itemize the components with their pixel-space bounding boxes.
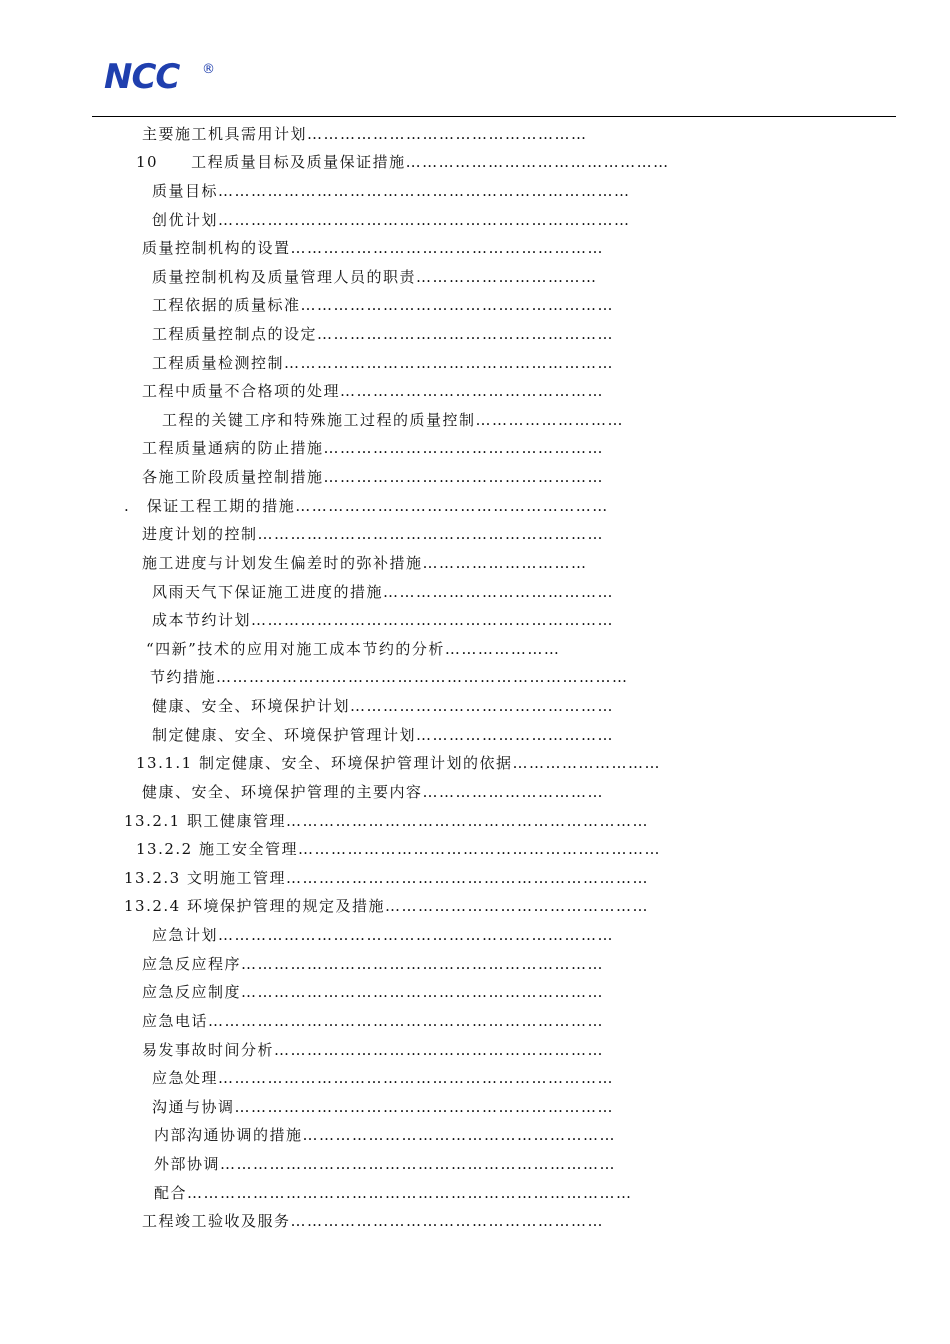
toc-entry: 工程竣工验收及服务………………………………………………… [142, 1212, 605, 1230]
toc-entry: 质量控制机构的设置………………………………………………… [142, 239, 605, 257]
ncc-logo: NCC [104, 57, 180, 97]
toc-entry: 13.2.4 环境保护管理的规定及措施………………………………………… [124, 897, 649, 915]
toc-entry: 应急计划……………………………………………………………… [152, 926, 615, 944]
toc-entry: 13.1.1 制定健康、安全、环境保护管理计划的依据……………………… [136, 754, 661, 772]
toc-entry: 各施工阶段质量控制措施…………………………………………… [142, 468, 605, 486]
toc-entry: 成本节约计划………………………………………………………… [152, 611, 615, 629]
registered-mark: ® [202, 62, 215, 77]
toc-entry: 配合……………………………………………………………………… [154, 1184, 633, 1202]
toc-entry: . 保证工程工期的措施………………………………………………… [124, 497, 609, 515]
toc-entry: 13.2.2 施工安全管理………………………………………………………… [136, 840, 661, 858]
toc-entry: 工程中质量不合格项的处理………………………………………… [142, 382, 605, 400]
toc-entry: 制定健康、安全、环境保护管理计划……………………………… [152, 726, 615, 744]
toc-entry: 工程质量通病的防止措施…………………………………………… [142, 439, 605, 457]
toc-entry: 主要施工机具需用计划…………………………………………… [142, 125, 588, 143]
toc-entry: 13.2.3 文明施工管理………………………………………………………… [124, 869, 649, 887]
toc-entry: 节约措施………………………………………………………………… [150, 668, 629, 686]
toc-entry: 应急反应制度………………………………………………………… [142, 983, 605, 1001]
toc-entry: 工程质量控制点的设定……………………………………………… [152, 325, 615, 343]
toc-entry: 外部协调……………………………………………………………… [154, 1155, 617, 1173]
toc-entry: 风雨天气下保证施工进度的措施…………………………………… [152, 583, 615, 601]
header-rule [92, 116, 896, 117]
toc-entry: 易发事故时间分析…………………………………………………… [142, 1041, 605, 1059]
toc-entry: 质量控制机构及质量管理人员的职责…………………………… [152, 268, 598, 286]
toc-entry: 质量目标………………………………………………………………… [152, 182, 631, 200]
toc-entry: 健康、安全、环境保护管理的主要内容…………………………… [142, 783, 605, 801]
toc-entry: 应急电话……………………………………………………………… [142, 1012, 605, 1030]
toc-entry: 健康、安全、环境保护计划………………………………………… [152, 697, 615, 715]
toc-entry: 进度计划的控制……………………………………………………… [142, 525, 605, 543]
toc-entry: 应急处理……………………………………………………………… [152, 1069, 615, 1087]
toc-entry: 应急反应程序………………………………………………………… [142, 955, 605, 973]
toc-entry: “四新”技术的应用对施工成本节约的分析………………… [146, 640, 561, 658]
toc-entry: 创优计划………………………………………………………………… [152, 211, 631, 229]
toc-entry: 工程的关键工序和特殊施工过程的质量控制……………………… [162, 411, 625, 429]
toc-entry: 工程质量检测控制…………………………………………………… [152, 354, 615, 372]
toc-entry: 沟通与协调…………………………………………………………… [152, 1098, 615, 1116]
toc-entry: 内部沟通协调的措施………………………………………………… [154, 1126, 617, 1144]
toc-entry: 13.2.1 职工健康管理………………………………………………………… [124, 812, 649, 830]
toc-entry: 施工进度与计划发生偏差时的弥补措施………………………… [142, 554, 588, 572]
toc-entry: 10 工程质量目标及质量保证措施………………………………………… [136, 153, 670, 171]
toc-entry: 工程依据的质量标准………………………………………………… [152, 296, 615, 314]
